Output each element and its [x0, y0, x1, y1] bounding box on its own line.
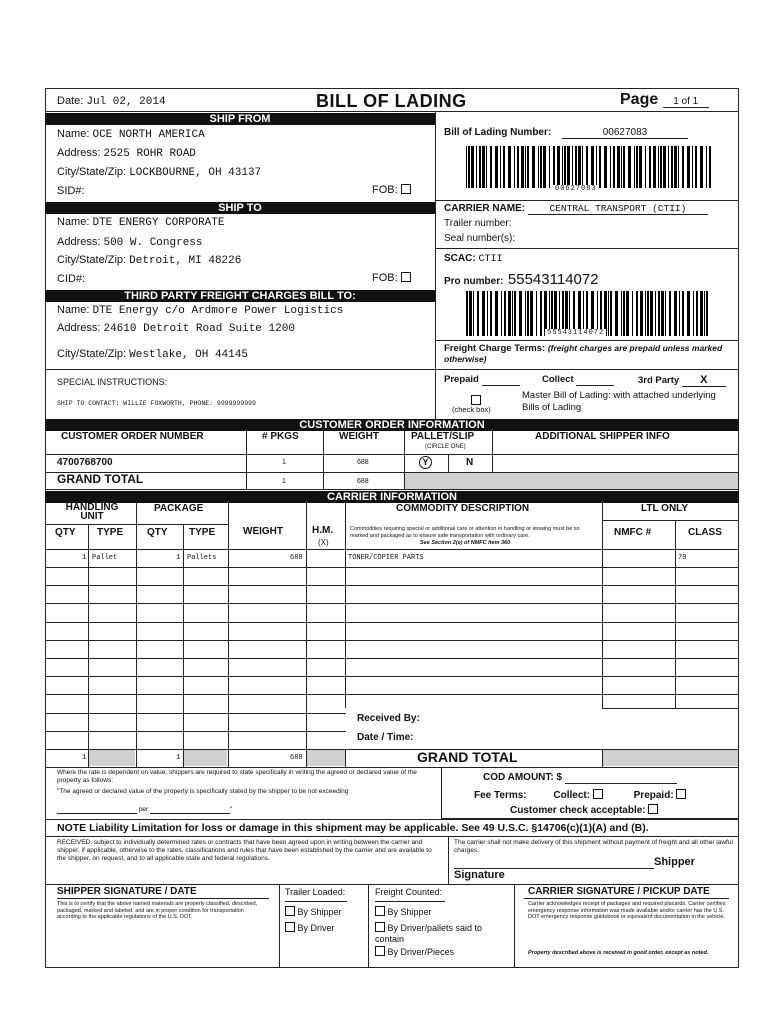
page-title: BILL OF LADING — [316, 91, 467, 111]
ship-from-csz: City/State/Zip: LOCKBOURNE, OH 43137 — [57, 166, 262, 179]
received-by: Received By: — [357, 713, 420, 724]
circle-one: (CIRCLE ONE) — [425, 444, 466, 450]
date-field — [57, 95, 166, 108]
rate-text: Where the rate is dependent on value, shippers are required to state specifically in writing the agreed or declared value of the property as follows: — [57, 769, 417, 784]
ship-to-cid: CID#: — [57, 273, 86, 285]
date-label: Date: — [57, 95, 84, 107]
ship-from-sid: SID#: — [57, 185, 85, 197]
bol-number: Bill of Lading Number: 00627083 — [444, 127, 688, 139]
col-pallet-slip: PALLET/SLIP — [411, 431, 475, 442]
ship-to-bar: SHIP TO — [45, 202, 435, 214]
total-weight-carrier: 688 — [290, 754, 303, 762]
order-pkgs: 1 — [282, 459, 286, 466]
total-weight: 688 — [357, 478, 369, 485]
third-party-address: Address: 24610 Detroit Road Suite 1200 — [57, 322, 295, 335]
row-hu-type: Pallet — [92, 554, 118, 562]
carrier-info-bar: CARRIER INFORMATION — [45, 491, 739, 503]
ship-from-fob-checkbox[interactable] — [401, 184, 411, 194]
trailer-by-driver[interactable]: By Driver — [285, 922, 335, 933]
carrier-ack: Carrier acknowledges receipt of packages and required placards. Carrier certifies emergency response information was made available and/or carrier has the U.S. DOT emergency response guidebook or equivalent documentation in the vehicle. — [528, 901, 726, 920]
hu-qty-header: QTY — [55, 527, 76, 538]
ship-to-name: Name: DTE ENERGY CORPORATE — [57, 216, 225, 229]
third-party-bar: THIRD PARTY FREIGHT CHARGES BILL TO: — [45, 290, 435, 302]
third-party-name: Name: DTE Energy c/o Ardmore Power Logistics — [57, 304, 344, 317]
trailer-number: Trailer number: — [444, 218, 512, 229]
ship-from-address: Address: 2525 ROHR ROAD — [57, 147, 196, 160]
scac: SCAC: CTII — [444, 253, 503, 265]
row-description: TONER/COPIER PARTS — [348, 554, 424, 562]
seal-numbers: Seal number(s): — [444, 233, 516, 244]
total-pkgs: 1 — [282, 478, 286, 485]
received-text: RECEIVED, subject to individually determined rates or contracts that have been agreed upon in writing between the carrier and shipper, if applicable, otherwise to the rates, classifications and rules that have been established by the carrier and are available to the shipper, on request, and to all applicable state and federal regulations. — [57, 839, 432, 862]
shipper-signature-line[interactable]: Shipper — [454, 856, 695, 869]
date-value: Jul 02, 2014 — [86, 96, 166, 108]
row-hu-qty: 1 — [82, 554, 87, 562]
bol-barcode — [466, 146, 714, 188]
fee-terms: Fee Terms: Collect: Prepaid: — [474, 789, 686, 801]
agreed-text: "The agreed or declared value of the property is specifically stated by the shipper to be not exceeding — [57, 788, 349, 795]
pkg-qty-header: QTY — [147, 527, 168, 538]
bol-barcode-text: 00627083 — [555, 185, 597, 193]
special-instructions-label: SPECIAL INSTRUCTIONS: — [57, 377, 168, 387]
fc-by-shipper[interactable]: By Shipper — [375, 906, 432, 917]
customer-check-checkbox[interactable] — [648, 804, 658, 814]
liability-note: NOTE Liability Limitation for loss or damage in this shipment may be applicable. See 49 U.S.C. §14706(c)(1)(A) and (B). — [57, 822, 649, 834]
signature-label: Signature — [454, 869, 505, 881]
row-pkg-qty: 1 — [176, 554, 181, 562]
carrier-sig-header: CARRIER SIGNATURE / PICKUP DATE — [528, 886, 710, 897]
col-additional-shipper-info: ADDITIONAL SHIPPER INFO — [535, 431, 670, 442]
total-pkg-qty: 1 — [176, 754, 181, 762]
page-value: 1 of 1 — [663, 96, 709, 108]
pallet-slip-y[interactable]: Y — [419, 456, 432, 469]
ship-to-fob: FOB: — [372, 272, 411, 284]
order-number: 4700768700 — [57, 457, 113, 468]
prepaid-checkbox[interactable] — [676, 789, 686, 799]
third-party-field[interactable]: 3rd Party X — [638, 374, 726, 387]
page-number — [620, 91, 709, 109]
freight-counted: Freight Counted: — [375, 887, 443, 897]
row-class: 70 — [678, 554, 687, 562]
date-time: Date / Time: — [357, 732, 414, 743]
total-hu-qty: 1 — [82, 754, 87, 762]
property-desc: Property described above is received in good order, except as noted. — [528, 950, 709, 956]
col-weight: WEIGHT — [339, 431, 379, 442]
ship-to-csz: City/State/Zip: Detroit, MI 48226 — [57, 254, 242, 267]
weight-header: WEIGHT — [243, 526, 283, 537]
pro-barcode-text: 55543114072 — [547, 329, 605, 337]
commodity-note: Commodities requiring special or additional care or attention in handling or stowing must be so marked and packaged as to ensure safe transportation with ordinary care. — [350, 526, 580, 539]
order-weight: 688 — [357, 459, 369, 466]
package-header: PACKAGE — [154, 503, 204, 514]
hm-x: (X) — [318, 538, 329, 547]
pro-number: Pro number: 55543114072 — [444, 271, 599, 288]
ship-from-fob: FOB: — [372, 184, 411, 196]
ltl-only-header: LTL ONLY — [641, 503, 689, 514]
handling-unit-header: HANDLING UNIT — [65, 502, 119, 522]
collect-field[interactable]: Collect — [542, 374, 614, 386]
page-label: Page — [620, 91, 659, 108]
customer-order-bar: CUSTOMER ORDER INFORMATION — [45, 419, 739, 431]
ship-from-name: Name: OCE NORTH AMERICA — [57, 128, 205, 141]
row-weight: 688 — [290, 554, 303, 562]
trailer-loaded: Trailer Loaded: — [285, 887, 346, 897]
pallet-slip-n[interactable]: N — [466, 457, 474, 468]
ship-from-bar: SHIP FROM — [45, 113, 435, 125]
prepaid-field[interactable]: Prepaid — [444, 374, 520, 386]
hm-header: H.M. — [312, 525, 334, 536]
fc-by-driver-pallets[interactable]: By Driver/pallets said to contain — [375, 923, 483, 944]
trailer-by-shipper[interactable]: By Shipper — [285, 906, 342, 917]
third-party-csz: City/State/Zip: Westlake, OH 44145 — [57, 348, 248, 361]
class-header: CLASS — [688, 527, 722, 538]
carrier-shall-text: The carrier shall not make delivery of this shipment without payment of freight and all other lawful charges. — [454, 839, 733, 854]
col-customer-order-number: CUSTOMER ORDER NUMBER — [61, 431, 204, 442]
nmfc-header: NMFC # — [614, 527, 652, 538]
carrier-grand-total: GRAND TOTAL — [417, 749, 518, 765]
grand-total-label: GRAND TOTAL — [57, 472, 144, 486]
declared-value[interactable]: per " — [57, 806, 232, 814]
ship-to-fob-checkbox[interactable] — [401, 272, 411, 282]
commodity-see: See Section 2(e) of NMFC Item 360 — [420, 540, 511, 546]
cod-amount[interactable]: COD AMOUNT: $ — [483, 772, 677, 784]
collect-checkbox[interactable] — [593, 789, 603, 799]
check-box-label: (check box) — [452, 405, 491, 414]
carrier-name: CARRIER NAME: CENTRAL TRANSPORT (CTII) — [444, 203, 708, 215]
row-pkg-type: Pallets — [187, 554, 217, 562]
freight-charge-terms: Freight Charge Terms: (freight charges are prepaid unless marked otherwise) — [444, 343, 723, 364]
fc-by-driver-pieces[interactable]: By Driver/Pieces — [375, 946, 454, 957]
master-bol-text: Master Bill of Lading: with attached underlying Bills of Lading — [522, 390, 716, 413]
special-instructions-text: SHIP TO CONTACT: WILLIE FOXWORTH, PHONE: 9999999999 — [57, 400, 256, 407]
customer-check: Customer check acceptable: — [510, 804, 658, 816]
commodity-header: COMMODITY DESCRIPTION — [396, 503, 530, 514]
col-pkgs: # PKGS — [262, 431, 299, 442]
pkg-type-header: TYPE — [189, 527, 216, 538]
shipper-sig-header: SHIPPER SIGNATURE / DATE — [57, 886, 197, 897]
shipper-certify: This is to certify that the above named materials are properly classified, described, packaged, marked and labeled, and are in proper condition for transportation according to the applicable regulations of the U.S. DOT. — [57, 901, 258, 920]
hu-type-header: TYPE — [97, 527, 124, 538]
ship-to-address: Address: 500 W. Congress — [57, 236, 203, 249]
